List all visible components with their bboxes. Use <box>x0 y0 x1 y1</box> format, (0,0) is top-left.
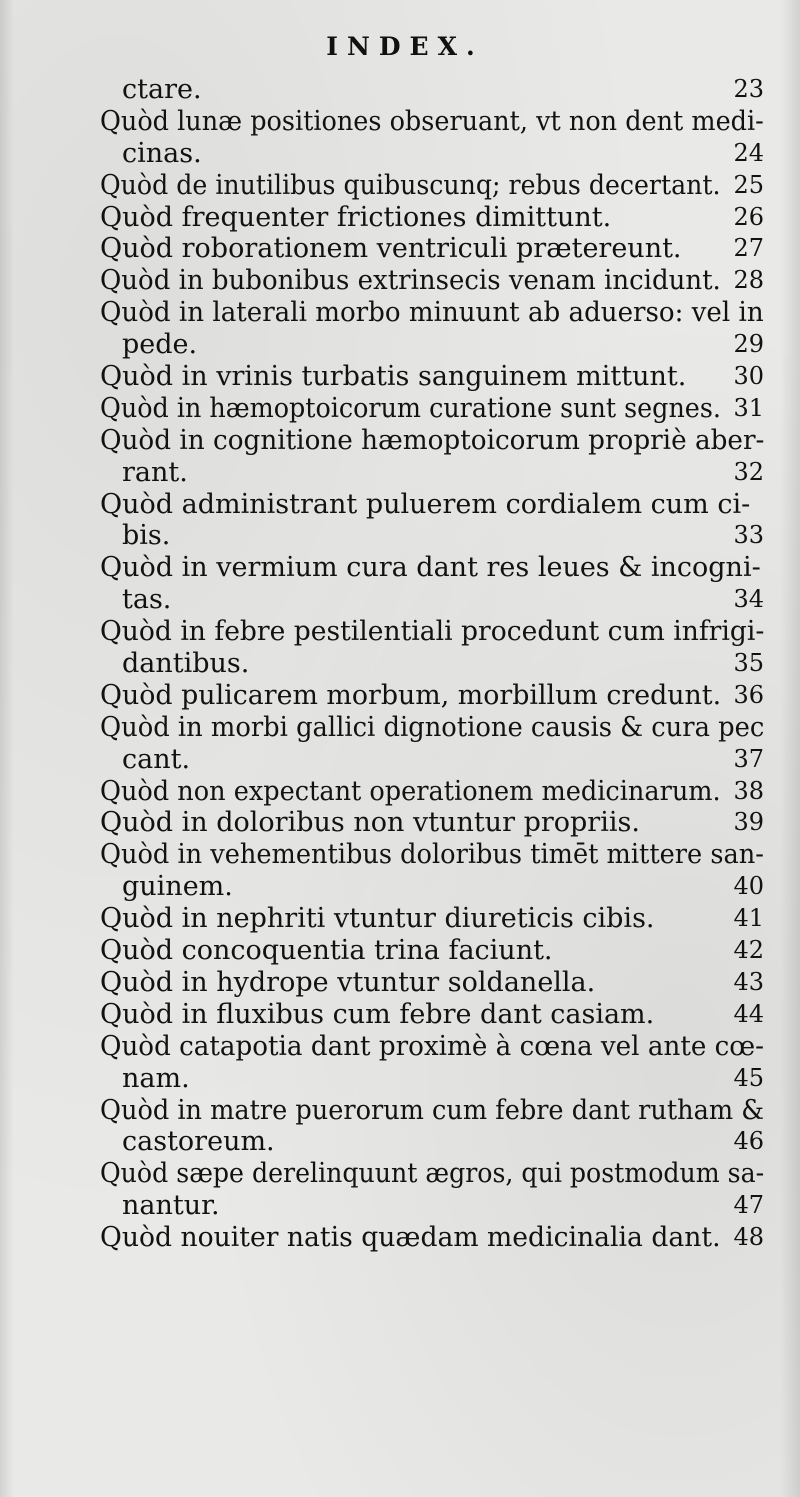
entry-text: Quòd pulicarem morbum, morbillum credunt. <box>100 679 722 711</box>
index-entry <box>100 297 764 361</box>
running-head: INDEX. <box>326 32 484 61</box>
entry-text: Quòd administrant puluerem cordialem cum ci- <box>100 488 751 520</box>
index-entry <box>100 265 764 297</box>
entry-line <box>100 1095 764 1127</box>
entry-text: guinem. <box>122 871 233 903</box>
entry-line <box>100 1222 764 1254</box>
entry-line <box>100 1031 764 1063</box>
entry-text: Quòd in fluxibus cum febre dant casiam. <box>100 998 655 1030</box>
index-entry <box>100 425 764 489</box>
entry-line <box>100 680 764 712</box>
entry-line <box>100 616 764 648</box>
entry-line <box>100 489 764 521</box>
entry-text: Quòd frequenter frictiones dimittunt. <box>100 201 612 233</box>
entry-text: Quòd in cognitione hæmoptoicorum propriè aber- <box>100 424 765 456</box>
entry-text: Quòd catapotia dant proximè à cœna vel ante cœ- <box>100 1030 765 1062</box>
entry-line <box>100 265 764 297</box>
index-entry <box>100 839 764 903</box>
index-entry <box>100 1222 764 1254</box>
index-entry <box>100 776 764 808</box>
entry-text: Quòd in doloribus non vtuntur propriis. <box>100 807 640 839</box>
index-entry <box>100 361 764 393</box>
page-number: 46 <box>733 1127 764 1156</box>
entry-line <box>100 393 764 425</box>
entry-line <box>100 74 764 106</box>
index-entry <box>100 967 764 999</box>
entry-line <box>100 297 764 329</box>
entry-text: Quòd in laterali morbo minuunt ab aduerso: vel in <box>100 297 764 329</box>
page-number: 31 <box>733 393 764 422</box>
index-entry <box>100 170 764 202</box>
index-entry <box>100 616 764 680</box>
entry-text: nantur. <box>122 1190 220 1222</box>
entry-line <box>100 935 764 967</box>
page-number: 39 <box>733 808 764 837</box>
entry-text: Quòd concoquentia trina faciunt. <box>100 935 553 967</box>
entry-text: Quòd in febre pestilentiali procedunt cum infrigi- <box>100 616 765 648</box>
index-entry <box>100 903 764 935</box>
page-number: 33 <box>733 521 764 550</box>
entry-line <box>100 744 764 776</box>
index-entry <box>100 74 764 106</box>
index-entry <box>100 680 764 712</box>
entry-line <box>100 552 764 584</box>
page-number: 45 <box>733 1063 764 1092</box>
page-number: 32 <box>733 457 764 486</box>
index-entry <box>100 489 764 553</box>
page-number: 47 <box>733 1191 764 1220</box>
entry-line <box>100 202 764 234</box>
index-entry <box>100 552 764 616</box>
entry-line <box>100 233 764 265</box>
entry-text: Quòd in matre puerorum cum febre dant rutham & <box>100 1094 765 1126</box>
entry-text: Quòd sæpe derelinquunt ægros, qui postmodum sa- <box>100 1158 765 1190</box>
entry-text: Quòd in vehementibus doloribus timēt mittere san- <box>100 839 764 871</box>
entry-line <box>100 170 764 202</box>
page-number: 43 <box>733 967 764 996</box>
entry-line <box>100 329 764 361</box>
page-number: 23 <box>733 75 764 103</box>
page-number: 36 <box>733 680 764 709</box>
index-entry <box>100 807 764 839</box>
page-number: 26 <box>733 202 764 231</box>
entry-line <box>100 520 764 552</box>
index-list <box>100 74 764 1254</box>
entry-text: Quòd lunæ positiones obseruant, vt non dent medi- <box>100 105 764 137</box>
index-entry <box>100 106 764 170</box>
page-number: 24 <box>733 138 764 167</box>
entry-line <box>100 807 764 839</box>
index-entry <box>100 935 764 967</box>
entry-line <box>100 903 764 935</box>
entry-text: nam. <box>122 1062 190 1094</box>
entry-line <box>100 457 764 489</box>
page-number: 37 <box>733 744 764 773</box>
entry-line <box>100 1158 764 1190</box>
index-entry <box>100 393 764 425</box>
page-number: 30 <box>733 362 764 391</box>
entry-line <box>100 871 764 903</box>
entry-line <box>100 106 764 138</box>
entry-line <box>100 361 764 393</box>
index-entry <box>100 999 764 1031</box>
entry-text: rant. <box>122 456 188 488</box>
entry-text: tas. <box>122 584 172 616</box>
entry-text: Quòd in nephriti vtuntur diureticis cibis. <box>100 903 655 935</box>
index-entry <box>100 1031 764 1095</box>
page-number: 44 <box>733 999 764 1028</box>
page-number: 38 <box>733 776 764 805</box>
entry-text: Quòd roborationem ventriculi prætereunt. <box>100 233 682 265</box>
entry-text: pede. <box>122 329 198 361</box>
page-number: 25 <box>733 170 764 199</box>
entry-line <box>100 967 764 999</box>
entry-text: Quòd in bubonibus extrinsecis venam incidunt. <box>100 265 721 297</box>
entry-text: cant. <box>122 743 191 775</box>
page-number: 35 <box>733 649 764 678</box>
index-entry <box>100 1095 764 1159</box>
entry-line <box>100 839 764 871</box>
entry-text: cinas. <box>122 137 202 169</box>
entry-line <box>100 999 764 1031</box>
entry-line <box>100 138 764 170</box>
entry-text: Quòd in vrinis turbatis sanguinem mittunt. <box>100 361 687 393</box>
page-number: 29 <box>733 330 764 359</box>
entry-line <box>100 1190 764 1222</box>
entry-text: castoreum. <box>122 1126 275 1158</box>
index-entry <box>100 712 764 776</box>
page-number: 48 <box>733 1223 764 1252</box>
entry-text: Quòd de inutilibus quibuscunq; rebus decertant. <box>100 169 721 201</box>
entry-text: Quòd in morbi gallici dignotione causis & cura pec <box>100 711 765 743</box>
entry-text: Quòd nouiter natis quædam medicinalia dant. <box>100 1222 721 1254</box>
entry-line <box>100 712 764 744</box>
page-number: 40 <box>733 872 764 901</box>
entry-text: Quòd non expectant operationem medicinarum. <box>100 775 721 807</box>
index-entry <box>100 202 764 234</box>
page-number: 34 <box>733 585 764 614</box>
entry-text: bis. <box>122 520 171 552</box>
entry-line <box>100 1063 764 1095</box>
entry-line <box>100 584 764 616</box>
index-entry <box>100 233 764 265</box>
entry-text: dantibus. <box>122 648 250 680</box>
entry-line <box>100 425 764 457</box>
entry-text: Quòd in vermium cura dant res leues & incogni- <box>100 552 761 584</box>
page-number: 28 <box>733 266 764 295</box>
page-number: 41 <box>733 904 764 933</box>
entry-text: ctare. <box>122 74 202 105</box>
index-entry <box>100 1158 764 1222</box>
entry-text: Quòd in hydrope vtuntur soldanella. <box>100 966 596 998</box>
entry-line <box>100 776 764 808</box>
entry-line <box>100 648 764 680</box>
page-number: 27 <box>733 234 764 263</box>
entry-line <box>100 1126 764 1158</box>
page-number: 42 <box>733 936 764 965</box>
entry-text: Quòd in hæmoptoicorum curatione sunt segnes. <box>100 392 721 424</box>
